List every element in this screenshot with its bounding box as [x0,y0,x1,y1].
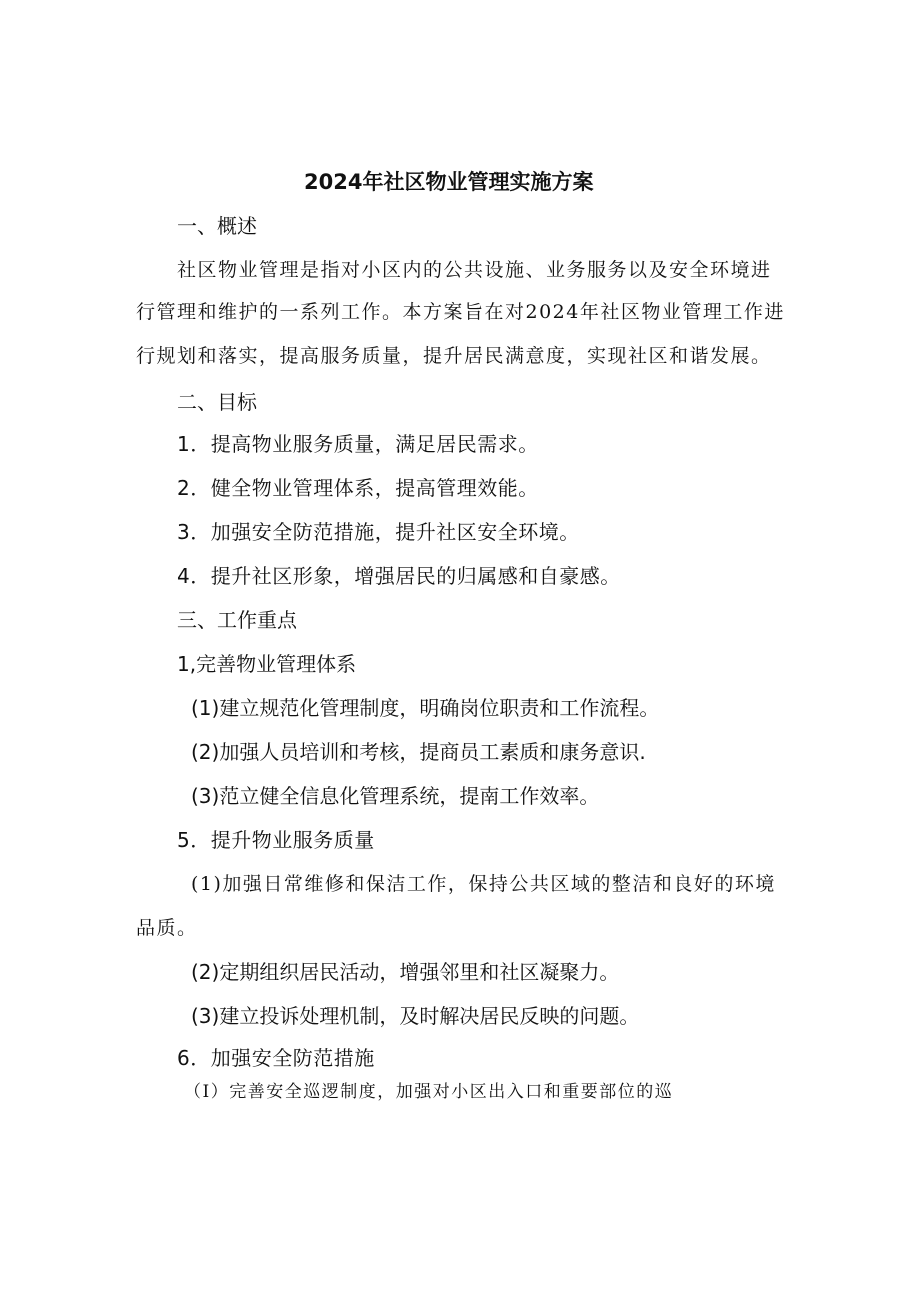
goal-item: 3．加强安全防范措施，提升社区安全环境。 [177,520,580,544]
section-heading-overview: 一、概述 [177,214,257,238]
key-work-subitem: (1)建立规范化管理制度，明确岗位职责和工作流程。 [191,696,660,720]
goal-item: 1．提高物业服务质量，满足居民需求。 [177,432,539,456]
key-work-subitem: (2)定期组织居民活动，增强邻里和社区凝聚力。 [191,960,620,984]
key-work-subitem: (1)加强日常维修和保洁工作，保持公共区域的整洁和良好的环境 [191,873,776,895]
section-heading-key-work: 三、工作重点 [177,608,297,632]
key-work-subitem: (3)范立健全信息化管理系统，提南工作效率。 [191,784,600,808]
key-work-subitem: (3)建立投诉处理机制，及时解决居民反映的问题。 [191,1004,640,1028]
goal-item: 4．提升社区形象，增强居民的归属感和自豪感。 [177,564,621,588]
key-work-item: 5．提升物业服务质量 [177,828,375,852]
section-heading-goals: 二、目标 [177,390,257,414]
paragraph-line: 社区物业管理是指对小区内的公共设施、业务服务以及安全环境进 [177,259,772,281]
paragraph-line: 行管理和维护的一系列工作。本方案旨在对2024年社区物业管理工作进 [136,301,785,323]
key-work-subitem: （I）完善安全巡逻制度，加强对小区出入口和重要部位的巡 [184,1082,674,1102]
document-title: 2024年社区物业管理实施方案 [304,170,594,194]
paragraph-line: 行规划和落实，提高服务质量，提升居民满意度，实现社区和谐发展。 [136,345,772,367]
key-work-subitem: (2)加强人员培训和考核，提商员工素质和康务意识. [191,740,646,764]
key-work-item: 6．加强安全防范措施 [177,1046,375,1070]
goal-item: 2．健全物业管理体系，提高管理效能。 [177,476,539,500]
key-work-subitem-continuation: 品质。 [136,917,198,939]
key-work-item: 1,完善物业管理体系 [177,652,357,676]
